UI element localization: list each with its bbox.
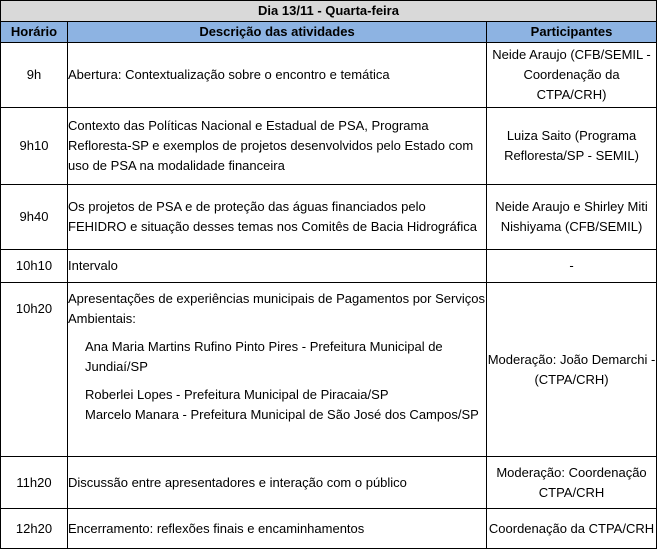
description-cell: Intervalo [68,250,487,283]
table-row [1,283,657,457]
participants-cell: Moderação: João Demarchi - (CTPA/CRH) [487,283,657,457]
description-cell: Abertura: Contextualização sobre o encontro e temática [68,43,487,108]
time-cell: 10h20 [1,283,68,457]
time-cell: 9h [1,43,68,108]
description-cell [68,283,487,457]
column-header-participants: Participantes [487,22,657,43]
description-cell: Discussão entre apresentadores e interação com o público [68,457,487,509]
participants-cell: Moderação: Coordenação CTPA/CRH [487,457,657,509]
header-row [1,22,657,43]
description-cell: Contexto das Políticas Nacional e Estadual de PSA, Programa Refloresta-SP e exemplos de projetos desenvolvidos pelo Estado com uso de PSA na modalidade financeira [68,108,487,185]
table-row [1,185,657,250]
time-cell: 11h20 [1,457,68,509]
description-intro: Apresentações de experiências municipais de Pagamentos por Serviços Ambientais: [68,291,485,326]
time-cell: 10h10 [1,250,68,283]
description-cell: Os projetos de PSA e de proteção das águas financiados pelo FEHIDRO e situação desses temas nos Comitês de Bacia Hidrográfica [68,185,487,250]
time-cell: 9h10 [1,108,68,185]
table-row [1,108,657,185]
table-title: Dia 13/11 - Quarta-feira [1,1,657,22]
presenter-item: Ana Maria Martins Rufino Pinto Pires - Prefeitura Municipal de Jundiaí/SP [85,339,443,374]
table-row [1,457,657,509]
column-header-time: Horário [1,22,68,43]
time-cell: 9h40 [1,185,68,250]
participants-cell: Luiza Saito (Programa Refloresta/SP - SEMIL) [487,108,657,185]
description-cell: Encerramento: reflexões finais e encaminhamentos [68,509,487,549]
participants-cell: Coordenação da CTPA/CRH [487,509,657,549]
column-header-description: Descrição das atividades [68,22,487,43]
table-row [1,509,657,549]
table-row [1,250,657,283]
participants-cell: Neide Araujo e Shirley Miti Nishiyama (CFB/SEMIL) [487,185,657,250]
presenter-item: Roberlei Lopes - Prefeitura Municipal de Piracaia/SP [85,387,389,402]
table-row [1,43,657,108]
presenter-item: Marcelo Manara - Prefeitura Municipal de São José dos Campos/SP [85,407,479,422]
time-cell: 12h20 [1,509,68,549]
title-row [1,1,657,22]
participants-cell: Neide Araujo (CFB/SEMIL - Coordenação da CTPA/CRH) [487,43,657,108]
participants-cell: - [487,250,657,283]
